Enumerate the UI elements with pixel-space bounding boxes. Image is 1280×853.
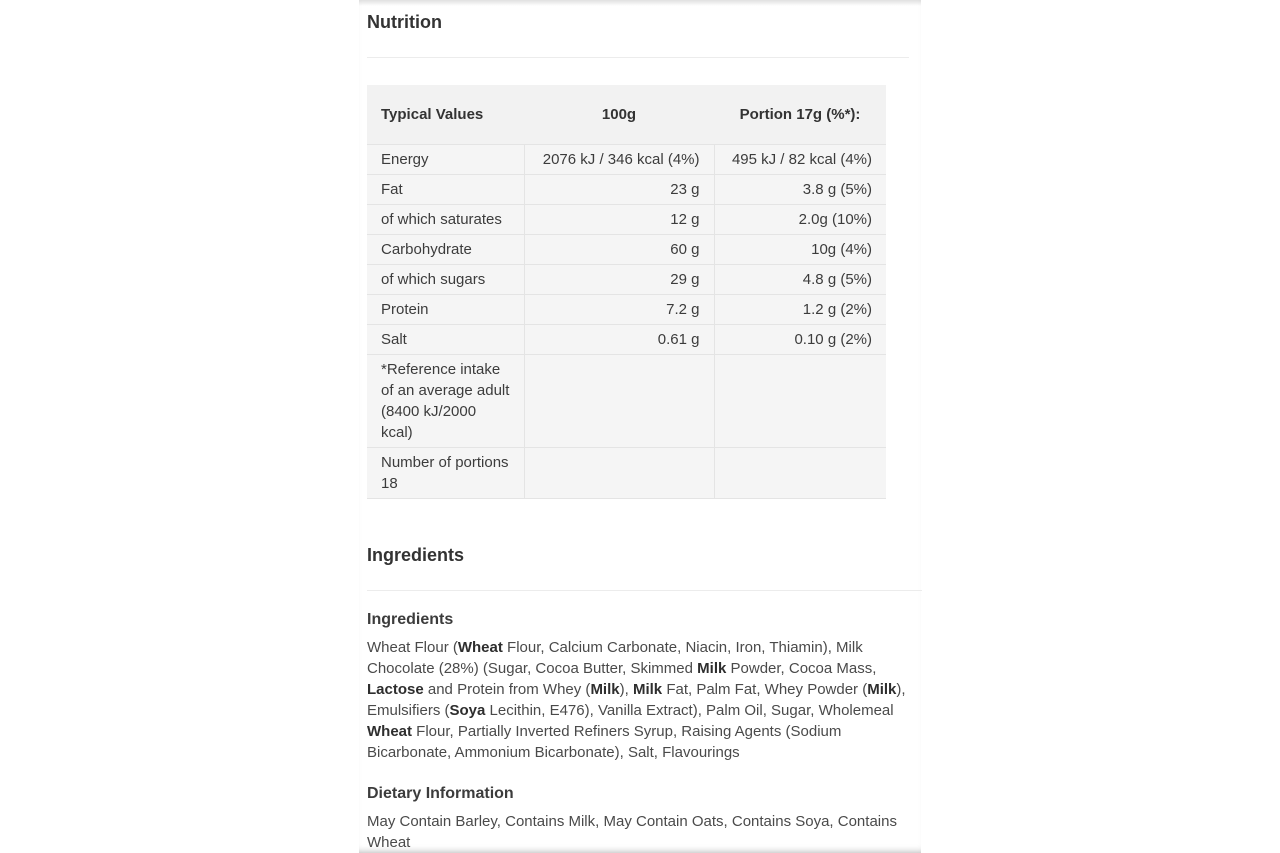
row-label: of which saturates xyxy=(367,205,524,235)
ingredients-segment: Powder, Cocoa Mass, xyxy=(726,660,877,677)
dietary-info-title: Dietary Information xyxy=(367,785,514,802)
row-label: of which sugars xyxy=(367,265,524,295)
row-per-100g xyxy=(524,448,714,499)
ingredients-segment: Flour, Calcium Carbonate, Niacin, Iron, Thiamin), Milk Chocolate (28%) (Sugar, Cocoa Butter, Skimmed xyxy=(367,639,863,677)
allergen-highlight: Milk xyxy=(590,681,620,698)
row-per-100g: 0.61 g xyxy=(524,325,714,355)
row-per-100g: 60 g xyxy=(524,235,714,265)
row-label: Number of portions 18 xyxy=(367,448,524,499)
allergen-highlight: Soya xyxy=(449,702,486,719)
row-portion xyxy=(714,355,886,448)
ingredients-segment: ), Emulsifiers ( xyxy=(367,681,906,719)
ingredients-subtitle: Ingredients xyxy=(367,611,454,628)
header-portion: Portion 17g (%*): xyxy=(714,85,886,145)
table-row xyxy=(367,205,886,235)
dietary-info-text: May Contain Barley, Contains Milk, May Contain Oats, Contains Soya, Contains Wheat xyxy=(367,813,897,851)
row-per-100g: 7.2 g xyxy=(524,295,714,325)
allergen-highlight: Milk xyxy=(697,660,727,677)
row-portion: 0.10 g (2%) xyxy=(714,325,886,355)
row-label: *Reference intake of an average adult (8400 kJ/2000 kcal) xyxy=(367,355,524,448)
allergen-highlight: Milk xyxy=(632,681,663,698)
table-row xyxy=(367,448,886,499)
table-row xyxy=(367,235,886,265)
table-row xyxy=(367,355,886,448)
row-portion: 4.8 g (5%) xyxy=(714,265,886,295)
allergen-highlight: Wheat xyxy=(367,723,412,740)
row-label: Fat xyxy=(367,175,524,205)
ingredients-divider xyxy=(367,590,922,591)
row-label: Carbohydrate xyxy=(367,235,524,265)
ingredients-segment: Flour, Partially Inverted Refiners Syrup, Raising Agents (Sodium Bicarbonate, Ammonium Bicarbonate), Salt, Flavourings xyxy=(367,723,842,761)
row-label: Energy xyxy=(367,145,524,175)
nutrition-table xyxy=(367,85,886,499)
row-portion: 495 kJ / 82 kcal (4%) xyxy=(714,145,886,175)
header-per-100g: 100g xyxy=(524,85,714,145)
ingredients-text xyxy=(367,637,927,763)
table-row xyxy=(367,325,886,355)
row-portion: 2.0g (10%) xyxy=(714,205,886,235)
nutrition-section-title: Nutrition xyxy=(367,12,442,32)
table-row xyxy=(367,265,886,295)
row-per-100g: 29 g xyxy=(524,265,714,295)
ingredients-segment: Fat, Palm Fat, Whey Powder ( xyxy=(662,681,868,698)
allergen-highlight: Milk xyxy=(867,681,897,698)
ingredients-segment: Lecithin, E476), Vanilla Extract), Palm Oil, Sugar, Wholemeal xyxy=(485,702,894,719)
row-per-100g xyxy=(524,355,714,448)
row-per-100g: 2076 kJ / 346 kcal (4%) xyxy=(524,145,714,175)
header-typical-values: Typical Values xyxy=(367,85,524,145)
row-per-100g: 23 g xyxy=(524,175,714,205)
ingredients-segment: ), xyxy=(619,681,633,698)
table-row xyxy=(367,295,886,325)
nutrition-header-row xyxy=(367,85,886,145)
row-label: Salt xyxy=(367,325,524,355)
nutrition-divider xyxy=(367,57,909,58)
allergen-highlight: Lactose xyxy=(367,681,424,698)
ingredients-segment: and Protein from Whey ( xyxy=(423,681,591,698)
ingredients-segment: Wheat Flour ( xyxy=(367,639,458,656)
panel-top-shadow xyxy=(359,0,921,6)
ingredients-section-title: Ingredients xyxy=(367,545,465,565)
row-label: Protein xyxy=(367,295,524,325)
table-row xyxy=(367,145,886,175)
row-portion xyxy=(714,448,886,499)
row-portion: 1.2 g (2%) xyxy=(714,295,886,325)
row-portion: 10g (4%) xyxy=(714,235,886,265)
table-row xyxy=(367,175,886,205)
nutrition-table-body xyxy=(367,145,886,499)
row-per-100g: 12 g xyxy=(524,205,714,235)
allergen-highlight: Wheat xyxy=(457,639,503,656)
row-portion: 3.8 g (5%) xyxy=(714,175,886,205)
